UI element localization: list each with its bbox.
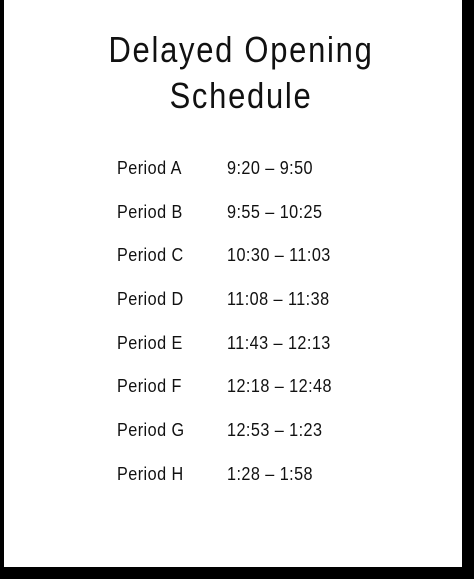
page-title-line-1: Delayed Opening bbox=[108, 29, 374, 70]
period-time: 11:43 – 12:13 bbox=[227, 332, 331, 353]
schedule-row bbox=[117, 196, 417, 240]
period-label: Period B bbox=[117, 201, 183, 222]
schedule-row bbox=[117, 239, 417, 283]
period-time: 1:28 – 1:58 bbox=[227, 463, 314, 484]
period-label: Period D bbox=[117, 289, 184, 310]
schedule-row bbox=[117, 327, 417, 371]
schedule-row bbox=[117, 152, 417, 196]
page-title-line-2: Schedule bbox=[169, 75, 313, 116]
period-time: 12:53 – 1:23 bbox=[227, 420, 323, 441]
period-time: 11:08 – 11:38 bbox=[227, 289, 330, 310]
period-label: Period F bbox=[117, 376, 182, 397]
period-label: Period C bbox=[117, 245, 184, 266]
schedule-row bbox=[117, 370, 417, 414]
period-label: Period E bbox=[117, 332, 183, 353]
period-label: Period A bbox=[117, 158, 182, 178]
period-time: 9:20 – 9:50 bbox=[227, 158, 314, 178]
period-time: 12:18 – 12:48 bbox=[227, 376, 332, 397]
period-label: Period H bbox=[117, 463, 184, 484]
schedule-row bbox=[117, 458, 417, 502]
period-label: Period G bbox=[117, 420, 185, 441]
schedule-row bbox=[117, 283, 417, 327]
schedule-table bbox=[117, 152, 417, 502]
schedule-row bbox=[117, 414, 417, 458]
period-time: 9:55 – 10:25 bbox=[227, 201, 323, 222]
period-time: 10:30 – 11:03 bbox=[227, 245, 331, 266]
